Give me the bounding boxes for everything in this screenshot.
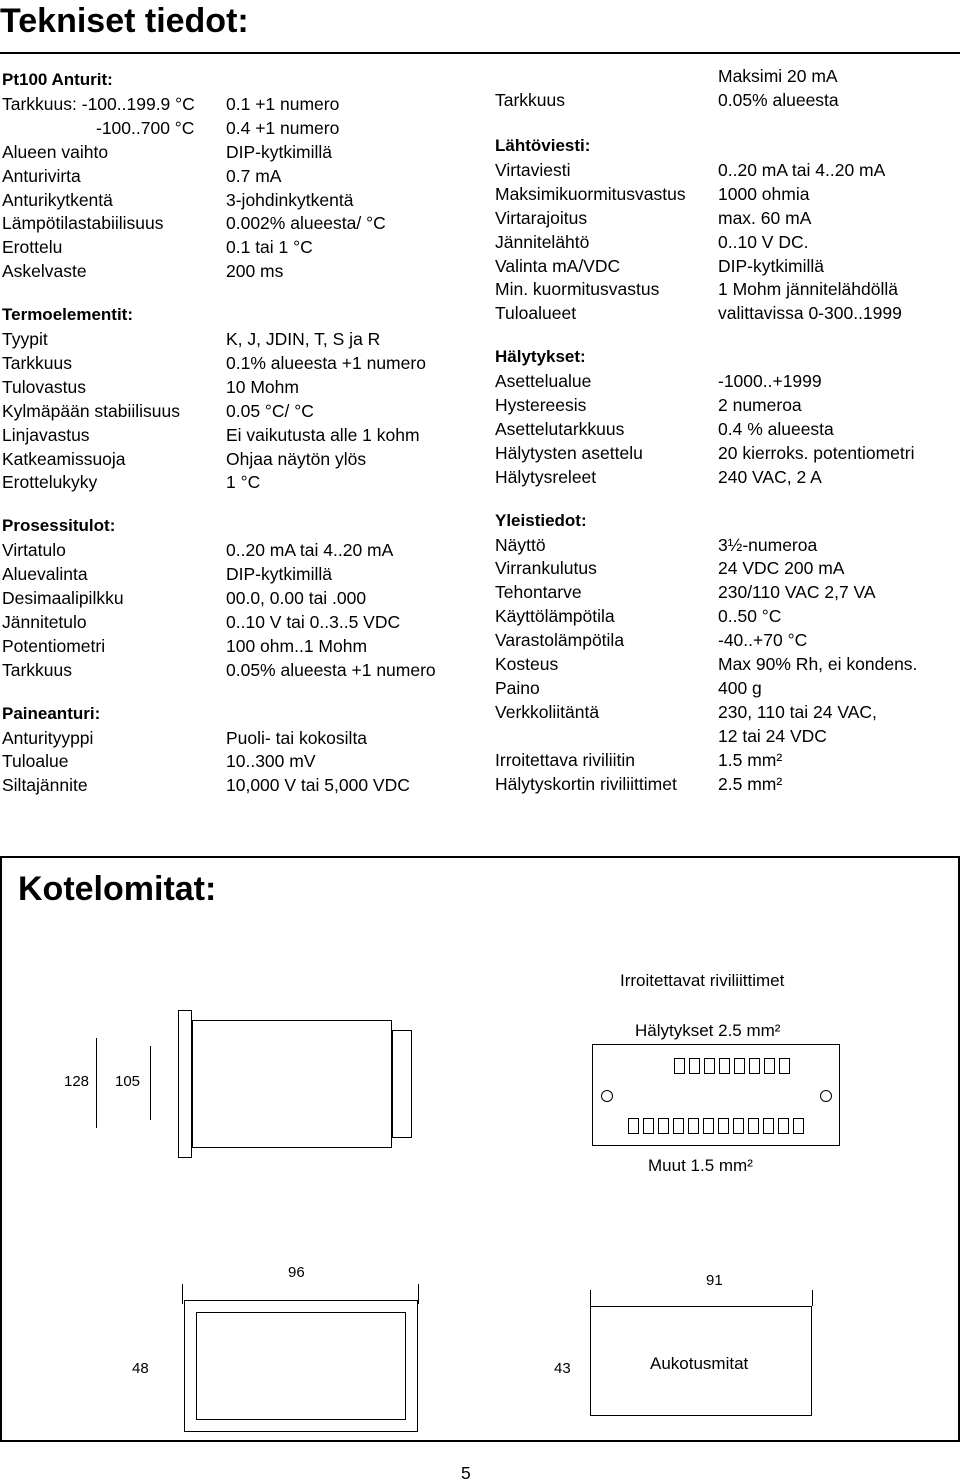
spec-value: Maksimi 20 mA — [718, 66, 838, 86]
terminal-slot — [764, 1058, 775, 1074]
spec-label: Jännitetulo — [2, 611, 87, 632]
spec-label: Erottelu — [2, 237, 63, 258]
spec-label: Tarkkuus — [495, 90, 566, 110]
dim-48: 48 — [132, 1360, 149, 1377]
spec-label: Virtaviesti — [495, 159, 571, 180]
spec-value: 1.5 mm² — [718, 749, 783, 770]
spec-label: -100..700 °C — [96, 117, 195, 138]
spec-value: 0.7 mA — [226, 165, 282, 186]
spec-label: Käyttölämpötila — [495, 606, 615, 627]
spec-label: Irroitettava riviliitin — [495, 749, 636, 770]
spec-label: Anturikytkentä — [2, 189, 113, 210]
spec-value: 3½-numeroa — [718, 534, 818, 555]
section-heading: Lähtöviesti: — [495, 136, 591, 155]
spec-label: Virtatulo — [2, 540, 66, 561]
terminal-slot — [749, 1058, 760, 1074]
dim-128: 128 — [64, 1073, 90, 1090]
title-rule — [0, 52, 960, 54]
spec-value: 2.5 mm² — [718, 773, 783, 794]
section-heading: Pt100 Anturit: — [2, 70, 113, 89]
page-number: 5 — [461, 1463, 471, 1483]
spec-label: Aluevalinta — [2, 564, 88, 585]
spec-value: 20 kierroks. potentiometri — [718, 442, 915, 463]
spec-value: DIP-kytkimillä — [718, 255, 824, 276]
terminal-slot — [718, 1118, 729, 1134]
spec-value: 10..300 mV — [226, 751, 316, 772]
spec-label: Tulovastus — [2, 376, 86, 397]
spec-value: 0.4 +1 numero — [226, 117, 340, 138]
spec-label: Asettelualue — [495, 371, 592, 392]
housing-title: Kotelomitat: — [18, 870, 217, 908]
spec-label: Tarkkuus — [2, 352, 73, 373]
section-heading: Hälytykset: — [495, 347, 586, 367]
spec-label: Alueen vaihto — [2, 141, 109, 162]
terminal-slot — [643, 1118, 654, 1134]
dim-43: 43 — [554, 1360, 571, 1377]
housing-side-front — [178, 1010, 192, 1158]
spec-value: 3-johdinkytkentä — [226, 189, 354, 210]
spec-label: Hystereesis — [495, 395, 587, 415]
dim-96: 96 — [288, 1264, 305, 1281]
spec-value: 0.1 tai 1 °C — [226, 237, 313, 258]
spec-value: 00.0, 0.00 tai .000 — [226, 588, 367, 608]
spec-label: Tuloalue — [2, 751, 69, 772]
page-title: Tekniset tiedot: — [0, 2, 249, 40]
terminal-slot — [688, 1118, 699, 1134]
terminal-slot — [719, 1058, 730, 1074]
spec-value: 0.05 °C/ °C — [226, 400, 314, 421]
terminal-slot — [628, 1118, 639, 1134]
spec-label: Hälytysreleet — [495, 466, 597, 487]
spec-label: Potentiometri — [2, 635, 106, 656]
spec-label: Lämpötilastabiilisuus — [2, 213, 164, 234]
terminal-slot — [734, 1058, 745, 1074]
spec-value: 1000 ohmia — [718, 183, 810, 204]
terminal-slot — [779, 1058, 790, 1074]
spec-value: K, J, JDIN, T, S ja R — [226, 329, 381, 349]
spec-value: 240 VAC, 2 A — [718, 466, 822, 487]
spec-label: Desimaalipilkku — [2, 588, 124, 608]
terminal-slot — [704, 1058, 715, 1074]
spec-label: Tyypit — [2, 329, 48, 349]
spec-label: Verkkoliitäntä — [495, 701, 600, 722]
spec-label: Siltajännite — [2, 775, 88, 796]
spec-value: 12 tai 24 VDC — [718, 725, 827, 746]
spec-value: Ohjaa näytön ylös — [226, 448, 367, 469]
spec-value: max. 60 mA — [718, 207, 812, 228]
spec-value: 0.05% alueesta — [718, 90, 839, 110]
terminal-slot — [674, 1058, 685, 1074]
spec-value: 10,000 V tai 5,000 VDC — [226, 775, 410, 796]
terminal-slot — [658, 1118, 669, 1134]
spec-value: Max 90% Rh, ei kondens. — [718, 654, 918, 674]
spec-value: 0..10 V DC. — [718, 231, 809, 252]
spec-label: Näyttö — [495, 534, 546, 555]
spec-value: -1000..+1999 — [718, 371, 822, 392]
terminal-slot — [703, 1118, 714, 1134]
spec-label: Tuloalueet — [495, 303, 577, 324]
housing-side-body — [192, 1020, 392, 1148]
spec-label: Virrankulutus — [495, 558, 597, 579]
spec-label: Erottelukyky — [2, 472, 98, 493]
spec-label: Hälytysten asettelu — [495, 442, 643, 463]
spec-label: Min. kuormitusvastus — [495, 279, 660, 300]
spec-value: 1 Mohm jännitelähdöllä — [718, 279, 898, 300]
spec-label: Tarkkuus — [2, 659, 73, 680]
spec-value: 1 °C — [226, 472, 261, 493]
spec-label: Paino — [495, 677, 540, 698]
housing-dimensions-box — [0, 856, 960, 1442]
spec-value: 0.1 +1 numero — [226, 93, 340, 114]
terminal-slot — [793, 1118, 804, 1134]
spec-label: Tehontarve — [495, 582, 582, 603]
mount-hole-left — [601, 1090, 613, 1102]
housing-front-inner — [196, 1312, 406, 1420]
terminal-slot — [778, 1118, 789, 1134]
section-heading: Termoelementit: — [2, 305, 133, 325]
section-heading: Yleistiedot: — [495, 510, 587, 530]
section-heading: Prosessitulot: — [2, 516, 116, 536]
spec-value: Puoli- tai kokosilta — [226, 727, 368, 748]
spec-label: Hälytyskortin riviliittimet — [495, 773, 677, 794]
spec-label: Varastolämpötila — [495, 630, 625, 651]
spec-label: Asettelutarkkuus — [495, 418, 625, 439]
label-removable-terminals: Irroitettavat riviliittimet — [620, 971, 785, 990]
spec-value: 230/110 VAC 2,7 VA — [718, 582, 876, 603]
spec-value: 0.05% alueesta +1 numero — [226, 659, 436, 680]
terminal-slot — [733, 1118, 744, 1134]
spec-value: valittavissa 0-300..1999 — [718, 303, 902, 324]
spec-label: Katkeamissuoja — [2, 448, 126, 469]
spec-label: Kylmäpään stabiilisuus — [2, 400, 181, 421]
spec-label: Maksimikuormitusvastus — [495, 183, 686, 204]
terminal-slot — [689, 1058, 700, 1074]
section-heading: Paineanturi: — [2, 703, 101, 723]
spec-label: Anturivirta — [2, 165, 81, 186]
spec-value: 0.002% alueesta/ °C — [226, 213, 386, 234]
dim-105: 105 — [115, 1073, 141, 1090]
spec-value: 0..20 mA tai 4..20 mA — [718, 159, 886, 180]
label-cutout: Aukotusmitat — [650, 1354, 749, 1373]
spec-label: Askelvaste — [2, 261, 87, 282]
housing-side-rear — [392, 1030, 412, 1138]
spec-value: 24 VDC 200 mA — [718, 558, 845, 579]
terminal-slot — [748, 1118, 759, 1134]
spec-label: Valinta mA/VDC — [495, 255, 621, 276]
spec-value: 0..20 mA tai 4..20 mA — [226, 540, 394, 561]
spec-value: -40..+70 °C — [718, 630, 808, 651]
spec-value: 2 numeroa — [718, 395, 802, 415]
spec-value: Ei vaikutusta alle 1 kohm — [226, 424, 420, 445]
spec-label: Virtarajoitus — [495, 207, 588, 228]
spec-label: Jännitelähtö — [495, 231, 590, 252]
spec-value: 230, 110 tai 24 VAC, — [718, 701, 877, 722]
terminal-slot — [763, 1118, 774, 1134]
spec-value: 0.1% alueesta +1 numero — [226, 352, 426, 373]
spec-label: Anturityyppi — [2, 727, 94, 748]
mount-hole-right — [820, 1090, 832, 1102]
spec-value: 0.4 % alueesta — [718, 418, 834, 439]
spec-value: 400 g — [718, 677, 762, 698]
spec-value: 0..10 V tai 0..3..5 VDC — [226, 611, 401, 632]
spec-value: DIP-kytkimillä — [226, 564, 332, 585]
spec-value: 200 ms — [226, 261, 284, 282]
spec-value: DIP-kytkimillä — [226, 141, 332, 162]
spec-label: Tarkkuus: -100..199.9 °C — [2, 93, 195, 114]
spec-value: 10 Mohm — [226, 376, 299, 397]
terminal-slot — [673, 1118, 684, 1134]
spec-label: Linjavastus — [2, 424, 90, 445]
spec-value: 100 ohm..1 Mohm — [226, 635, 368, 656]
label-other-terminals: Muut 1.5 mm² — [648, 1156, 753, 1175]
spec-label: Kosteus — [495, 654, 559, 674]
label-alarm-terminals: Hälytykset 2.5 mm² — [635, 1021, 781, 1040]
dim-91: 91 — [706, 1272, 723, 1289]
spec-value: 0..50 °C — [718, 606, 782, 627]
